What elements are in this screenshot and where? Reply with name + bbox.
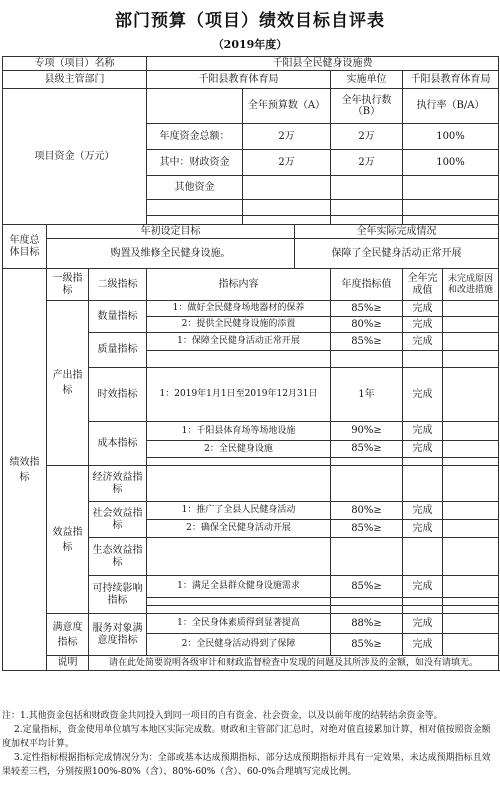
sub-cost: 成本指标 — [89, 422, 147, 466]
indicator-content: 2：全民健身设施 — [147, 441, 331, 458]
dept-value: 千阳县教育体育局 — [147, 71, 331, 89]
indicator-content: 2：确保全民健身活动开展 — [147, 520, 331, 538]
funds-budget: 2万 — [243, 150, 331, 176]
goals-content-row — [3, 239, 499, 269]
indicator-value: 完成 — [403, 634, 443, 656]
group-output: 产出指标 — [47, 301, 89, 466]
impl-value: 千阳县教育体育局 — [403, 71, 499, 89]
indicator-content: 1：做好全民健身场地器材的保养 — [147, 301, 331, 317]
form-year: （2019年度） — [212, 38, 288, 51]
perf-header: 全年完成值 — [403, 269, 443, 301]
funds-header-row — [3, 89, 499, 124]
indicator-value: 完成 — [403, 441, 443, 458]
sub-sustainable: 可持续影响指标 — [89, 576, 147, 614]
perf-header: 一级指标 — [47, 269, 89, 301]
indicator-value: 完成 — [403, 520, 443, 538]
perf-header-row — [3, 269, 499, 301]
indicator-target: 85%≥ — [331, 576, 403, 598]
remark-row — [3, 656, 499, 671]
indicator-target: 90%≥ — [331, 422, 403, 441]
indicator-value: 完成 — [403, 333, 443, 351]
project-name-label: 专项（项目）名称 — [3, 57, 147, 71]
indicator-content: 1：2019年1月1日至2019年12月31日 — [147, 368, 331, 422]
funds-col-exec: 全年执行数（B） — [331, 89, 403, 124]
goals-col-actual: 全年实际完成情况 — [295, 225, 499, 239]
perf-header: 指标内容 — [147, 269, 331, 301]
indicator-target: 80%≥ — [331, 502, 403, 520]
funds-rate — [403, 176, 499, 200]
perf-header: 二级指标 — [89, 269, 147, 301]
perf-row — [3, 614, 499, 634]
funds-row-label: 其他资金 — [147, 176, 243, 200]
funds-label: 项目资金（万元） — [3, 89, 147, 225]
indicator-target: 85%≥ — [331, 333, 403, 351]
perf-label: 绩效指标 — [3, 269, 47, 671]
indicator-content: 1：推广了全县人民健身活动 — [147, 502, 331, 520]
sub-timeliness: 时效指标 — [89, 368, 147, 422]
indicator-value: 完成 — [403, 502, 443, 520]
note-3: 3.定性指标根据指标完成情况分为：全部或基本达成预期指标、部分达成预期指标并具有一定效果、未达成预期指标且效果较差三档，分别按照100%-80%（含）、80%-60%（含）、60-0%合理填写完成比例。 — [2, 752, 491, 777]
indicator-target: 1年 — [331, 368, 403, 422]
indicator-target: 85%≥ — [331, 520, 403, 538]
perf-row — [3, 301, 499, 317]
indicator-content: 1：千阳县体育场等场地设施 — [147, 422, 331, 441]
indicator-value: 完成 — [403, 614, 443, 634]
funds-row-label: 年度资金总额： — [147, 124, 243, 150]
group-benefit: 效益指标 — [47, 466, 89, 614]
evaluation-table — [2, 56, 499, 671]
goals-actual: 保障了全民健身活动正常开展 — [295, 239, 499, 269]
perf-header: 未完成原因和改进措施 — [443, 269, 499, 301]
indicator-target: 85%≥ — [331, 441, 403, 458]
funds-exec: 2万 — [331, 150, 403, 176]
funds-budget — [243, 176, 331, 200]
indicator-value: 完成 — [403, 422, 443, 441]
funds-exec — [331, 176, 403, 200]
remark-text: 请在此处简要说明各级审计和财政监督检查中发现的问题及其所涉及的金额，如没有请填无。 — [89, 656, 499, 671]
indicator-value: 完成 — [403, 317, 443, 333]
impl-label: 实施单位 — [331, 71, 403, 89]
goals-initial: 购置及维修全民健身设施。 — [47, 239, 295, 269]
indicator-value: 完成 — [403, 368, 443, 422]
sub-social: 社会效益指标 — [89, 502, 147, 538]
indicator-value: 完成 — [403, 301, 443, 317]
goals-label: 年度总体目标 — [3, 225, 47, 269]
funds-rate: 100% — [403, 150, 499, 176]
funds-budget: 2万 — [243, 124, 331, 150]
goals-col-initial: 年初设定目标 — [47, 225, 295, 239]
funds-exec: 2万 — [331, 124, 403, 150]
perf-header: 年度指标值 — [331, 269, 403, 301]
group-satisfaction: 满意度指标 — [47, 614, 89, 656]
sub-quality: 质量指标 — [89, 333, 147, 368]
note-2: 2.定量指标，资金使用单位填写本地区实际完成数。财政和主管部门汇总时，对绝对值直接累加计算，相对值按照资金额度加权平均计算。 — [2, 724, 491, 749]
remark-label: 说明 — [47, 656, 89, 671]
indicator-target: 85%≥ — [331, 634, 403, 656]
note-1: 注：1.其他资金包括和财政资金共同投入到同一项目的自有资金、社会资金，以及以前年度的结转结余资金等。 — [2, 711, 443, 721]
indicator-target: 80%≥ — [331, 317, 403, 333]
goals-header-row — [3, 225, 499, 239]
footnotes — [2, 710, 496, 780]
sub-ecological: 生态效益指标 — [89, 538, 147, 576]
funds-rate: 100% — [403, 124, 499, 150]
funds-col-budget: 全年预算数（A） — [243, 89, 331, 124]
form-title: 部门预算（项目）绩效目标自评表 — [115, 11, 385, 31]
funds-row-label: 其中：财政资金 — [147, 150, 243, 176]
indicator-target: 88%≥ — [331, 614, 403, 634]
indicator-target: 85%≥ — [331, 301, 403, 317]
indicator-content: 2：全民健身活动得到了保障 — [147, 634, 331, 656]
indicator-value: 完成 — [403, 576, 443, 598]
perf-row — [3, 466, 499, 502]
funds-col-rate: 执行率（B/A） — [403, 89, 499, 124]
indicator-content: 1：保障全民健身活动正常开展 — [147, 333, 331, 351]
indicator-content: 1：全民身体素质得到显著提高 — [147, 614, 331, 634]
project-name-value: 千阳县全民健身设施费 — [147, 57, 499, 71]
sub-economic: 经济效益指标 — [89, 466, 147, 502]
sub-quantity: 数量指标 — [89, 301, 147, 333]
sub-service: 服务对象满意度指标 — [89, 614, 147, 656]
department-row — [3, 71, 499, 89]
project-name-row — [3, 57, 499, 71]
indicator-content: 2：提供全民健身设施的添置 — [147, 317, 331, 333]
dept-label: 县级主管部门 — [3, 71, 147, 89]
indicator-content: 1：满足全县群众健身设施需求 — [147, 576, 331, 598]
